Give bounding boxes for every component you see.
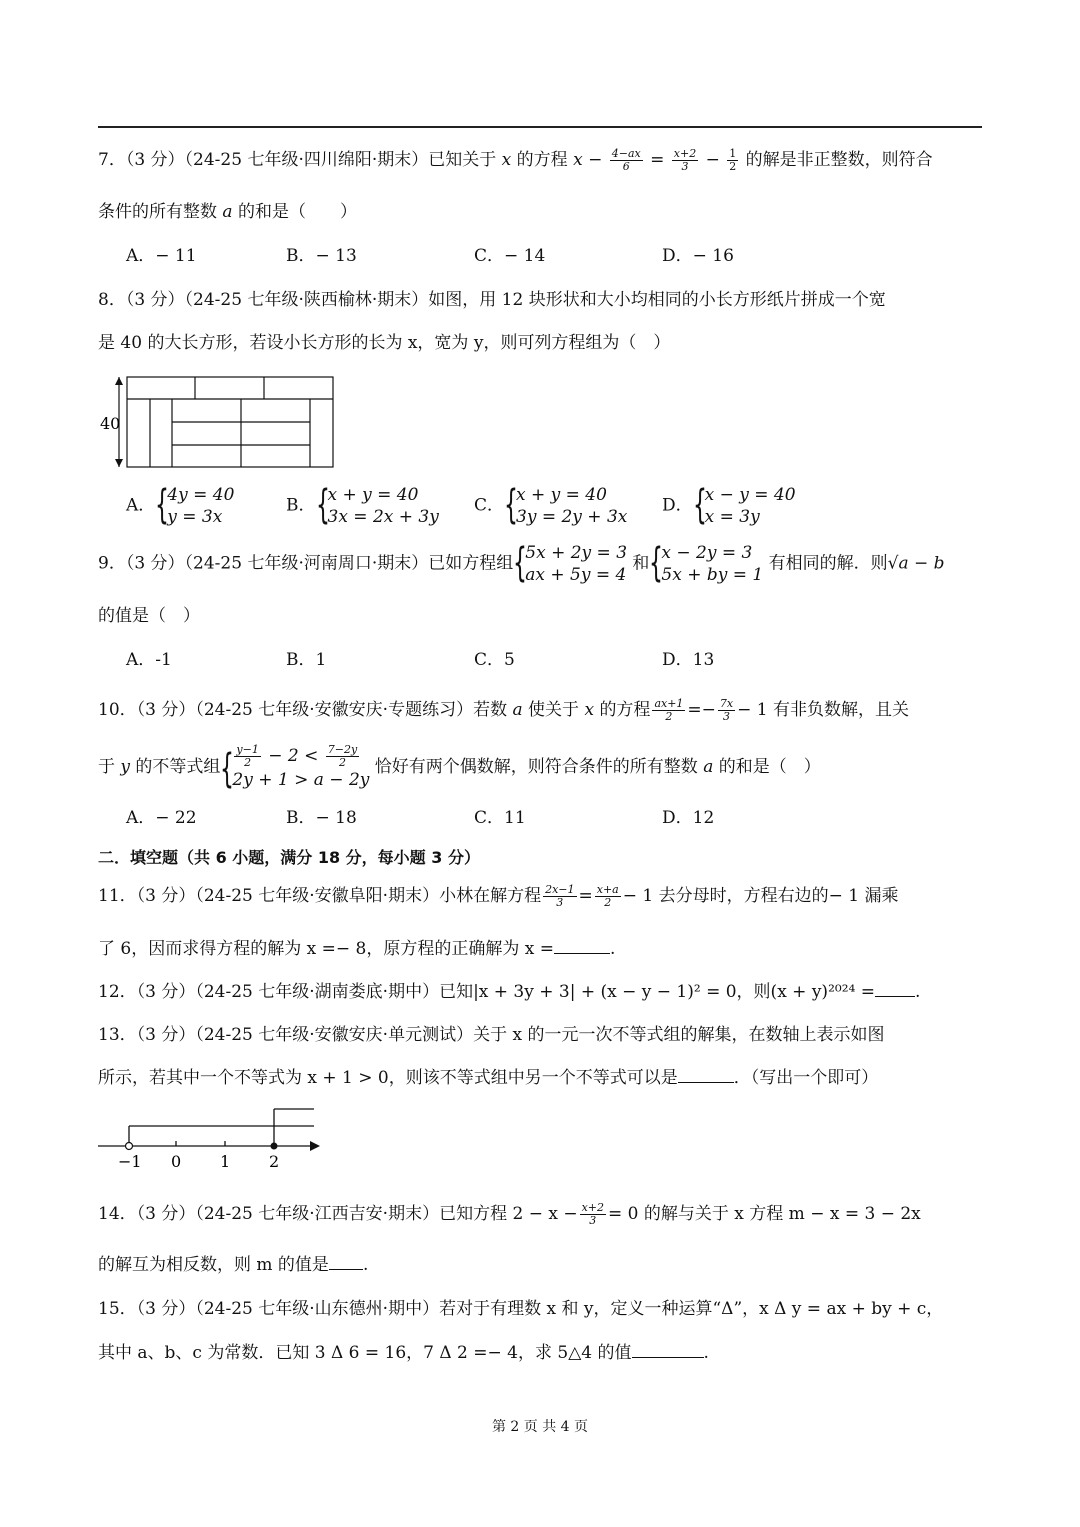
q10-option-b[interactable]: B．− 18 xyxy=(286,808,357,828)
q8-line2: 是 40 的大长方形，若设小长方形的长为 x，宽为 y，则可列方程组为（ ） xyxy=(98,333,671,353)
q11-answer-blank[interactable] xyxy=(554,937,610,954)
open-point-marker xyxy=(126,1143,133,1150)
q13-line2: 所示，若其中一个不等式为 x + 1 > 0，则该不等式组中另一个不等式可以是 ．（写出一个即可） xyxy=(98,1068,879,1088)
q13-number-line xyxy=(96,1104,328,1170)
q8-option-a[interactable]: A． { 4y = 40 y = 3x xyxy=(126,482,235,528)
q14-answer-blank[interactable] xyxy=(329,1253,363,1270)
q7-option-d[interactable]: D．− 16 xyxy=(662,246,734,266)
q7-suffix: 的解是非正整数，则符合 xyxy=(745,150,933,170)
q8-option-d[interactable]: D． { x − y = 40 x = 3y xyxy=(662,482,796,528)
q10-line2: 于 y 的不等式组 { $\frac{y-1}{2}$ − 2 < $\frac{7-2y}{2}$ 2y + 1 > a − 2y 恰好有两个偶数解，则符合条件的所有整数 a 的和是（ ） xyxy=(98,743,821,792)
q10-option-d[interactable]: D．12 xyxy=(662,808,715,828)
q8-option-b[interactable]: B． { x + y = 40 3x = 2x + 3y xyxy=(286,482,439,528)
closed-point-marker xyxy=(271,1143,278,1150)
tick-label: −1 xyxy=(118,1152,142,1170)
q7-option-c[interactable]: C．− 14 xyxy=(474,246,546,266)
q10-option-c[interactable]: C．11 xyxy=(474,808,526,828)
q7-option-b[interactable]: B．− 13 xyxy=(286,246,357,266)
q11-line1: 11．（3 分）（24-25 七年级·安徽阜阳·期末）小林在解方程 $\frac{2x-1}{3}$ = $\frac{x+a}{2}$ − 1 去分母时，方程右边的− 1 漏乘 xyxy=(98,883,899,909)
q7-line1: 7．（3 分）（24-25 七年级·四川绵阳·期末）已知关于 x 的方程 x − $\frac{4-ax}{6}$ = $\frac{x+2}{3}$ − $\frac{1}{2}$ 的解是非正整数，则符合 xyxy=(98,147,933,173)
q7-eq-lhs: x − xyxy=(573,150,603,170)
q15-line1: 15．（3 分）（24-25 七年级·山东德州·期中）若对于有理数 x 和 y，定义一种运算“Δ”，x Δ y = ax + by + c， xyxy=(98,1299,944,1319)
q8-line1: 8．（3 分）（24-25 七年级·陕西榆林·期末）如图，用 12 块形状和大小均相同的小长方形纸片拼成一个宽 xyxy=(98,290,886,310)
q7-frac1: $\frac{4-ax}{6}$ xyxy=(611,147,641,173)
q9-line1: 9．（3 分）（24-25 七年级·河南周口·期末）已如方程组 { 5x + 2y = 3 ax + 5y = 4 和 { x − 2y = 3 5x + by = 1 有相同的解．则√a − b xyxy=(98,540,945,586)
q13-answer-blank[interactable] xyxy=(678,1066,734,1083)
q8-width-label: 40 xyxy=(100,414,121,433)
q9-option-d[interactable]: D．13 xyxy=(662,650,715,670)
q9-option-b[interactable]: B．1 xyxy=(286,650,327,670)
q7-minus: − xyxy=(705,150,720,170)
q13-line1: 13．（3 分）（24-25 七年级·安徽安庆·单元测试）关于 x 的一元一次不等式组的解集，在数轴上表示如图 xyxy=(98,1025,885,1045)
q14-line1: 14．（3 分）（24-25 七年级·江西吉安·期末）已知方程 2 − x − $\frac{x+2}{3}$ = 0 的解与关于 x 方程 m − x = 3 − 2x xyxy=(98,1201,921,1227)
q10-option-a[interactable]: A．− 22 xyxy=(126,808,197,828)
tick-label: 0 xyxy=(171,1152,182,1170)
page-footer: 第 2 页 共 4 页 xyxy=(491,1419,589,1435)
q12-line: 12．（3 分）（24-25 七年级·湖南娄底·期中）已知|x + 3y + 3| + (x − y − 1)² = 0，则(x + y)²⁰²⁴ = . xyxy=(98,982,921,1002)
q10-line1: 10．（3 分）（24-25 七年级·安徽安庆·专题练习）若数 a 使关于 x 的方程 $\frac{ax+1}{2}$ =− $\frac{7x}{3}$ − 1 有非负数解，且关 xyxy=(98,697,909,723)
q7-eq: = xyxy=(650,150,665,170)
q9-line2: 的值是（ ） xyxy=(98,606,200,626)
q7-mid: 的方程 xyxy=(516,150,568,170)
q15-answer-blank[interactable] xyxy=(632,1341,704,1358)
section-title: 二．填空题（共 6 小题，满分 18 分，每小题 3 分） xyxy=(98,848,480,867)
q12-answer-blank[interactable] xyxy=(875,980,915,997)
q7-prefix: 7．（3 分）（24-25 七年级·四川绵阳·期末）已知关于 xyxy=(98,150,497,170)
tick-label: 2 xyxy=(269,1152,280,1170)
q7-frac3: $\frac{1}{2}$ xyxy=(729,147,737,173)
q9-option-c[interactable]: C．5 xyxy=(474,650,515,670)
q8-rectangle-figure xyxy=(98,374,338,472)
q15-line2: 其中 a、b、c 为常数．已知 3 Δ 6 = 16，7 Δ 2 =− 4，求 5△4 的值 . xyxy=(98,1343,709,1363)
q7-option-a[interactable]: A．− 11 xyxy=(126,246,197,266)
q7-frac2: $\frac{x+2}{3}$ xyxy=(673,147,697,173)
q14-line2: 的解互为相反数，则 m 的值是 . xyxy=(98,1255,369,1275)
header-rule xyxy=(98,126,982,128)
q9-option-a[interactable]: A．-1 xyxy=(126,650,172,670)
q11-line2: 了 6，因而求得方程的解为 x =− 8，原方程的正确解为 x = . xyxy=(98,939,616,959)
q8-option-c[interactable]: C． { x + y = 40 3y = 2y + 3x xyxy=(474,482,628,528)
tick-label: 1 xyxy=(220,1152,231,1170)
q7-line2: 条件的所有整数 a 的和是（ ） xyxy=(98,202,357,222)
